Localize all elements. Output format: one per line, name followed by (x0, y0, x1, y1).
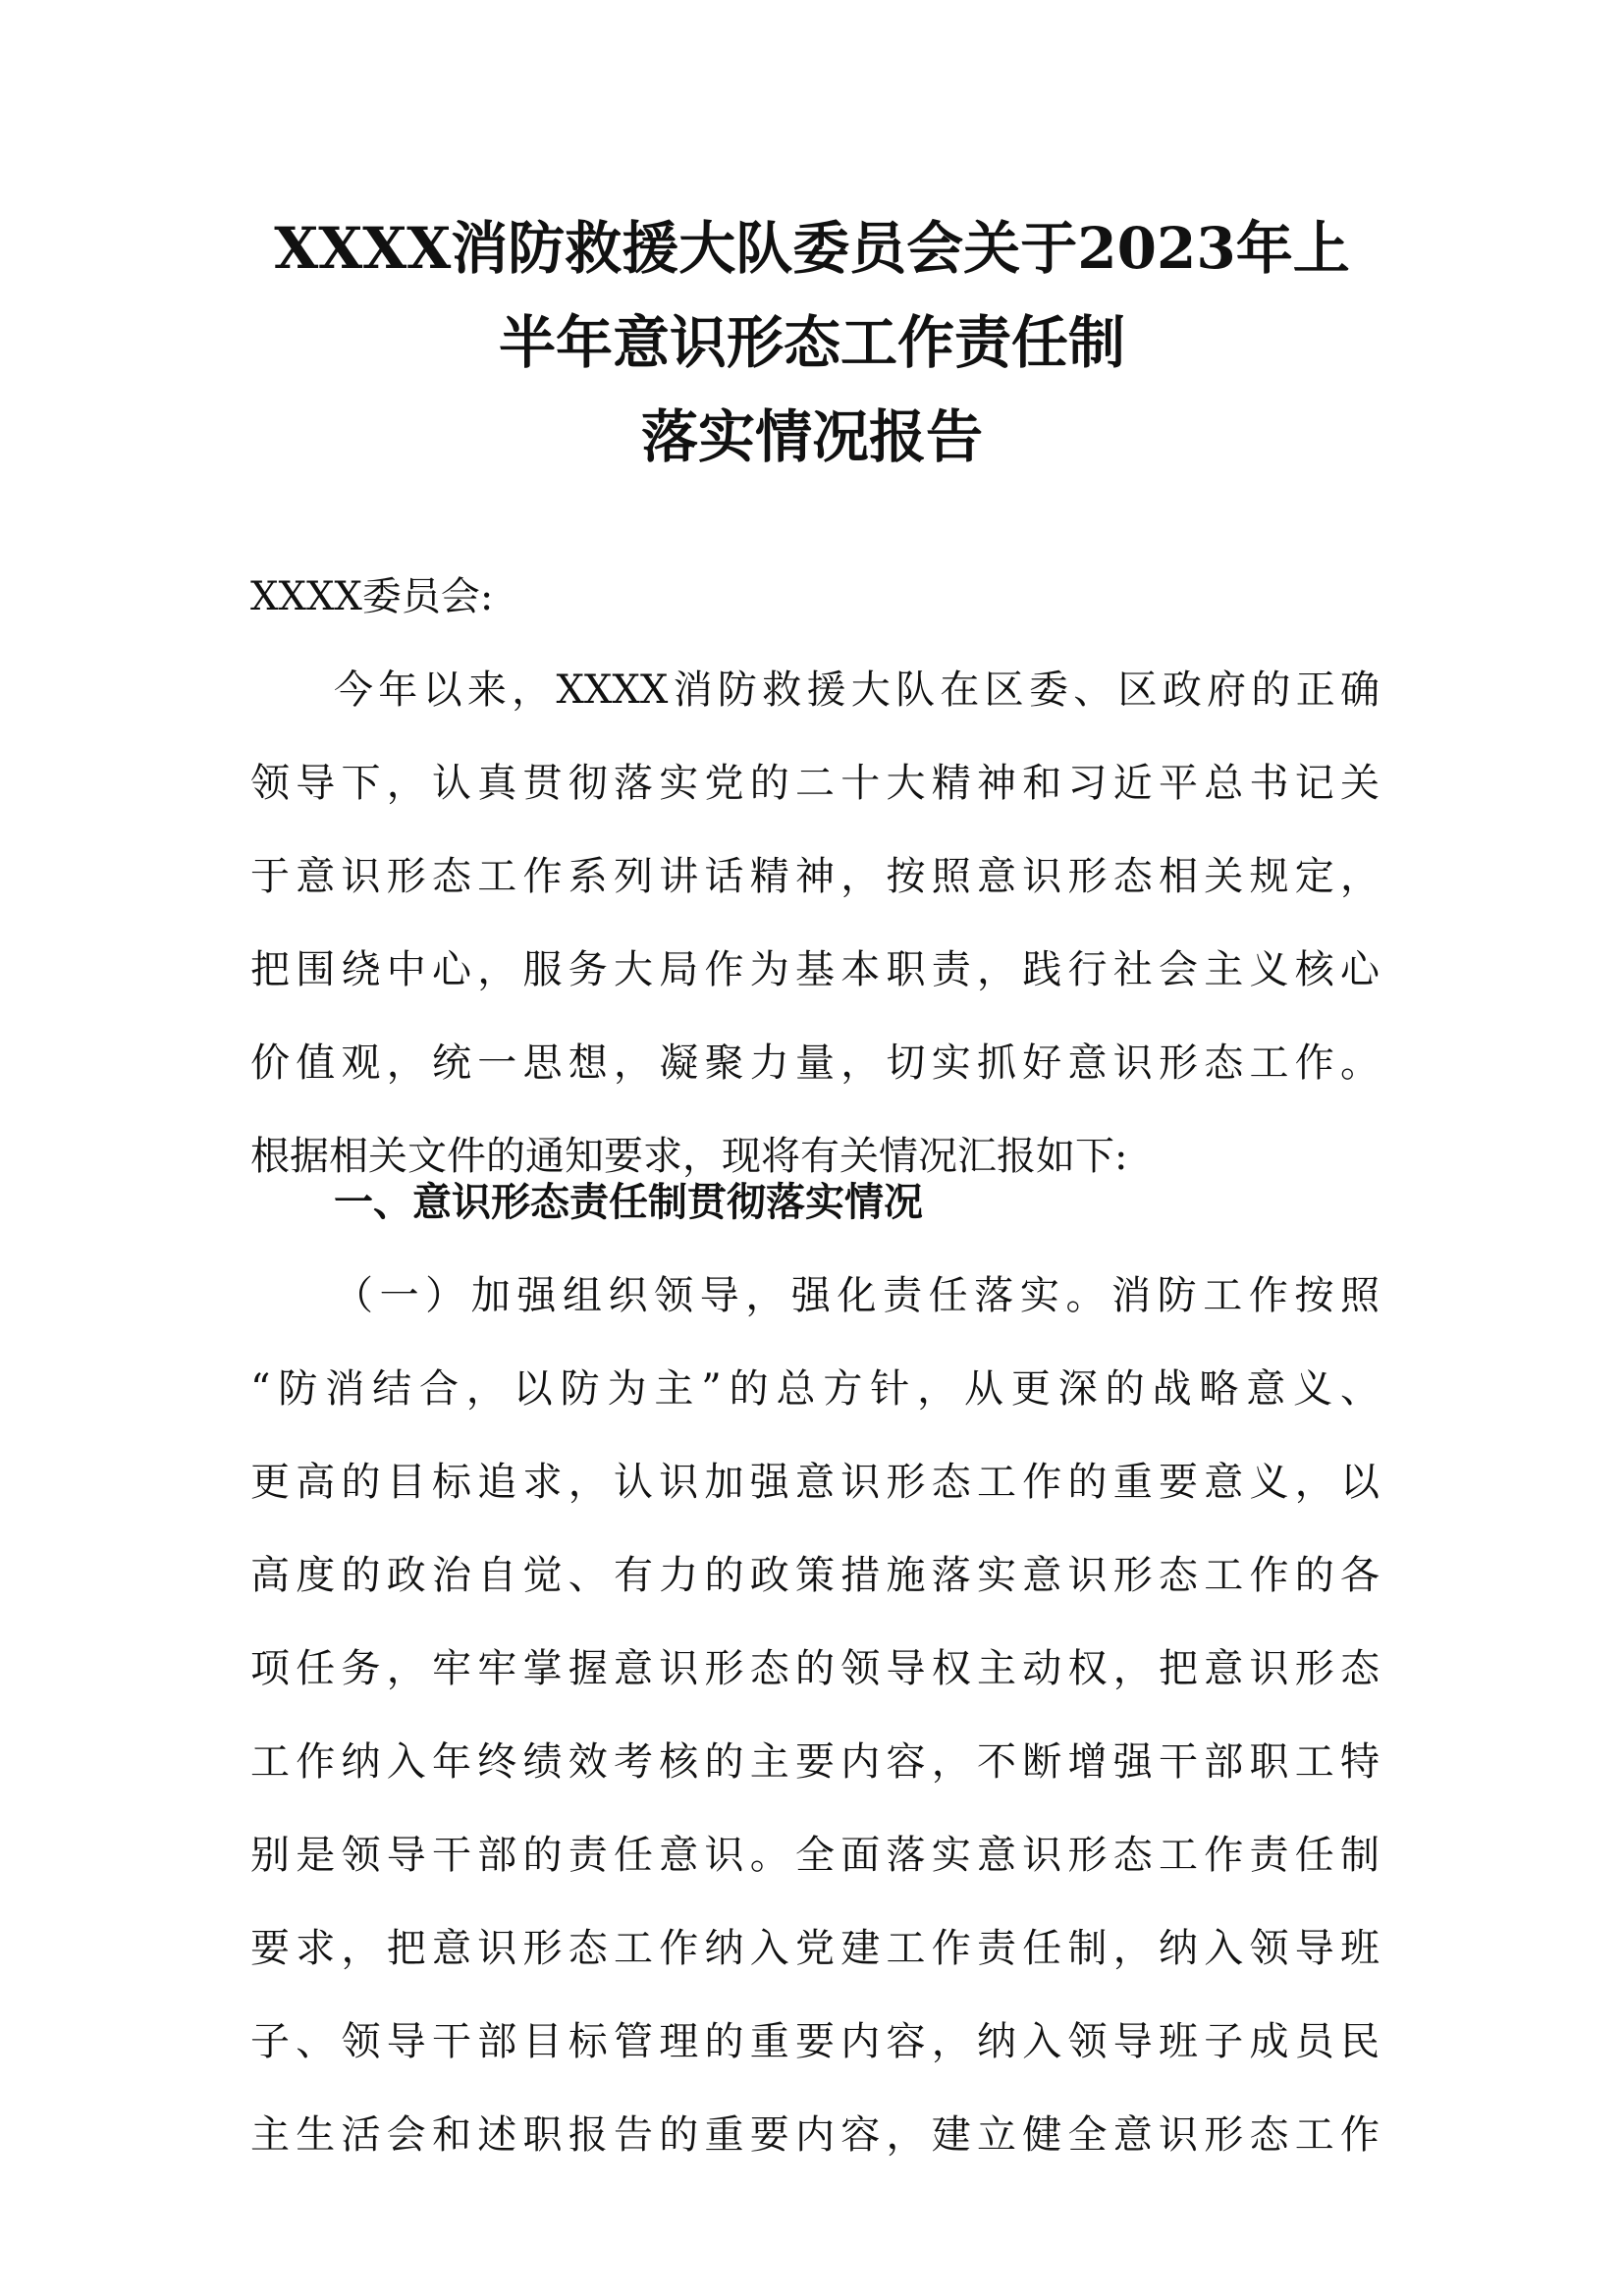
section-1-line: 工作纳入年终绩效考核的主要内容，不断增强干部职工特 (250, 1739, 1380, 1785)
section-1-line: 子、领导干部目标管理的重要内容，纳入领导班子成员民 (250, 2019, 1380, 2064)
section-1-line: （一）加强组织领导，强化责任落实。消防工作按照 (334, 1273, 1380, 1318)
intro-line: 于意识形态工作系列讲话精神，按照意识形态相关规定， (250, 854, 1380, 899)
intro-line: 领导下，认真贯彻落实党的二十大精神和习近平总书记关 (250, 761, 1380, 806)
section-1-line: 要求，把意识形态工作纳入党建工作责任制，纳入领导班 (250, 1926, 1380, 1971)
section-1-line: 更高的目标追求，认识加强意识形态工作的重要意义，以 (250, 1460, 1380, 1505)
intro-line: 根据相关文件的通知要求，现将有关情况汇报如下: (250, 1134, 1128, 1179)
document-title (196, 201, 1428, 484)
title-line-3: 落实情况报告 (640, 403, 983, 470)
intro-line: 价值观，统一思想，凝聚力量，切实抓好意识形态工作。 (250, 1041, 1380, 1086)
section-1-line: “防消结合，以防为主”的总方针，从更深的战略意义、 (250, 1366, 1380, 1412)
section-1-line: 别是领导干部的责任意识。全面落实意识形态工作责任制 (250, 1833, 1380, 1878)
intro-line: 今年以来，XXXX消防救援大队在区委、区政府的正确 (334, 667, 1380, 713)
intro-line: 把围绕中心，服务大局作为基本职责，践行社会主义核心 (250, 947, 1380, 992)
salutation: XXXX委员会: (250, 574, 494, 619)
section-1-heading: 一、意识形态责任制贯彻落实情况 (334, 1180, 923, 1225)
title-line-2: 半年意识形态工作责任制 (498, 309, 1125, 376)
section-1-line: 高度的政治自觉、有力的政策措施落实意识形态工作的各 (250, 1553, 1380, 1598)
section-1-line: 主生活会和述职报告的重要内容，建立健全意识形态工作 (250, 2112, 1380, 2158)
section-1-line: 项任务，牢牢掌握意识形态的领导权主动权，把意识形态 (250, 1646, 1380, 1691)
title-line-1: XXXX消防救援大队委员会关于2023年上 (274, 215, 1350, 282)
